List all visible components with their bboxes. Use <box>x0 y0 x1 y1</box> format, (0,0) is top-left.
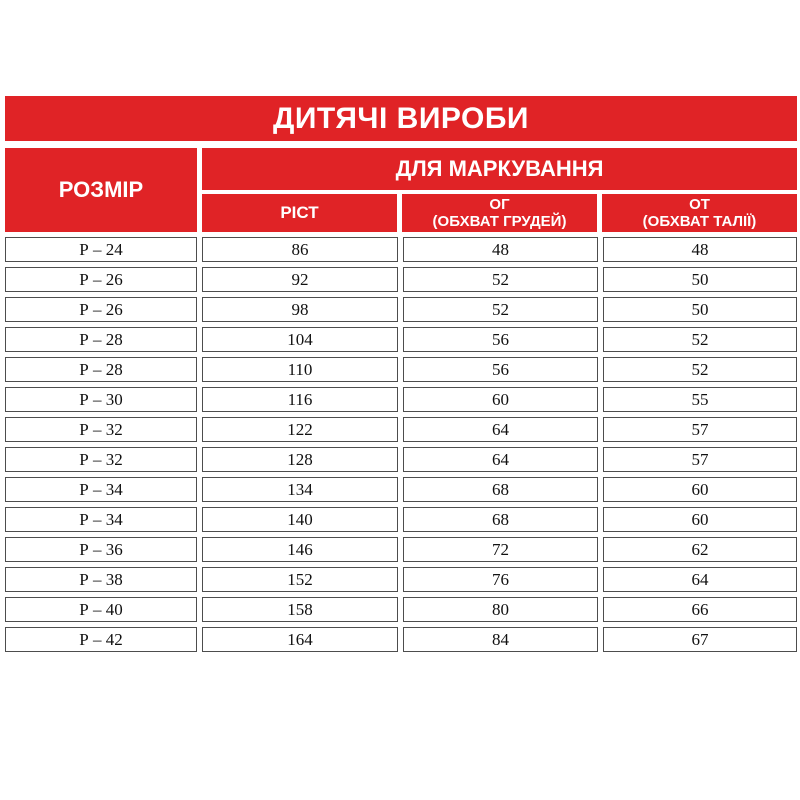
sub-header-row <box>202 194 797 232</box>
cell-size: Р – 30 <box>5 387 197 412</box>
column-header-height-label: РІСТ <box>280 203 319 223</box>
cell-size: Р – 26 <box>5 297 197 322</box>
column-header-waist <box>602 194 797 232</box>
column-header-size <box>5 148 197 232</box>
cell-height: 146 <box>202 537 398 562</box>
cell-height: 152 <box>202 567 398 592</box>
cell-height: 140 <box>202 507 398 532</box>
cell-waist: 66 <box>603 597 797 622</box>
column-header-chest-label <box>433 196 567 231</box>
cell-height: 164 <box>202 627 398 652</box>
header-right-group <box>202 148 797 232</box>
cell-waist: 64 <box>603 567 797 592</box>
cell-chest: 84 <box>403 627 598 652</box>
cell-chest: 64 <box>403 447 598 472</box>
cell-height: 128 <box>202 447 398 472</box>
cell-size: Р – 28 <box>5 327 197 352</box>
cell-chest: 68 <box>403 477 598 502</box>
cell-height: 110 <box>202 357 398 382</box>
column-header-height <box>202 194 397 232</box>
cell-height: 116 <box>202 387 398 412</box>
column-group-header-marking <box>202 148 797 190</box>
column-header-size-label: РОЗМІР <box>58 177 144 202</box>
cell-chest: 52 <box>403 297 598 322</box>
cell-chest: 48 <box>403 237 598 262</box>
column-header-chest <box>402 194 597 232</box>
cell-height: 134 <box>202 477 398 502</box>
cell-chest: 80 <box>403 597 598 622</box>
column-header-waist-full: (ОБХВАТ ТАЛІЇ) <box>642 213 757 230</box>
cell-size: Р – 26 <box>5 267 197 292</box>
column-header-chest-full: (ОБХВАТ ГРУДЕЙ) <box>432 213 567 230</box>
cell-waist: 52 <box>603 327 797 352</box>
cell-chest: 56 <box>403 357 598 382</box>
cell-height: 86 <box>202 237 398 262</box>
cell-size: Р – 32 <box>5 447 197 472</box>
cell-size: Р – 38 <box>5 567 197 592</box>
column-header-waist-abbr: ОТ <box>689 195 710 213</box>
cell-size: Р – 42 <box>5 627 197 652</box>
cell-size: Р – 36 <box>5 537 197 562</box>
cell-height: 122 <box>202 417 398 442</box>
cell-height: 158 <box>202 597 398 622</box>
cell-chest: 52 <box>403 267 598 292</box>
chart-title: ДИТЯЧІ ВИРОБИ <box>273 101 529 135</box>
table-header <box>5 148 797 232</box>
cell-chest: 68 <box>403 507 598 532</box>
cell-waist: 62 <box>603 537 797 562</box>
column-header-chest-abbr: ОГ <box>489 195 510 213</box>
cell-size: Р – 32 <box>5 417 197 442</box>
cell-size: Р – 24 <box>5 237 197 262</box>
cell-waist: 52 <box>603 357 797 382</box>
cell-waist: 50 <box>603 297 797 322</box>
cell-chest: 60 <box>403 387 598 412</box>
cell-height: 92 <box>202 267 398 292</box>
cell-waist: 48 <box>603 237 797 262</box>
cell-waist: 60 <box>603 507 797 532</box>
cell-chest: 64 <box>403 417 598 442</box>
cell-waist: 55 <box>603 387 797 412</box>
column-group-header-marking-label: ДЛЯ МАРКУВАННЯ <box>395 156 604 181</box>
cell-size: Р – 34 <box>5 477 197 502</box>
cell-waist: 57 <box>603 447 797 472</box>
cell-size: Р – 40 <box>5 597 197 622</box>
cell-waist: 67 <box>603 627 797 652</box>
cell-size: Р – 34 <box>5 507 197 532</box>
cell-waist: 60 <box>603 477 797 502</box>
column-header-waist-label <box>643 196 757 231</box>
cell-height: 104 <box>202 327 398 352</box>
cell-size: Р – 28 <box>5 357 197 382</box>
cell-waist: 57 <box>603 417 797 442</box>
cell-chest: 76 <box>403 567 598 592</box>
cell-waist: 50 <box>603 267 797 292</box>
cell-chest: 56 <box>403 327 598 352</box>
size-chart-table <box>5 96 797 652</box>
table-body <box>5 237 797 652</box>
chart-title-banner <box>5 96 797 141</box>
cell-height: 98 <box>202 297 398 322</box>
cell-chest: 72 <box>403 537 598 562</box>
